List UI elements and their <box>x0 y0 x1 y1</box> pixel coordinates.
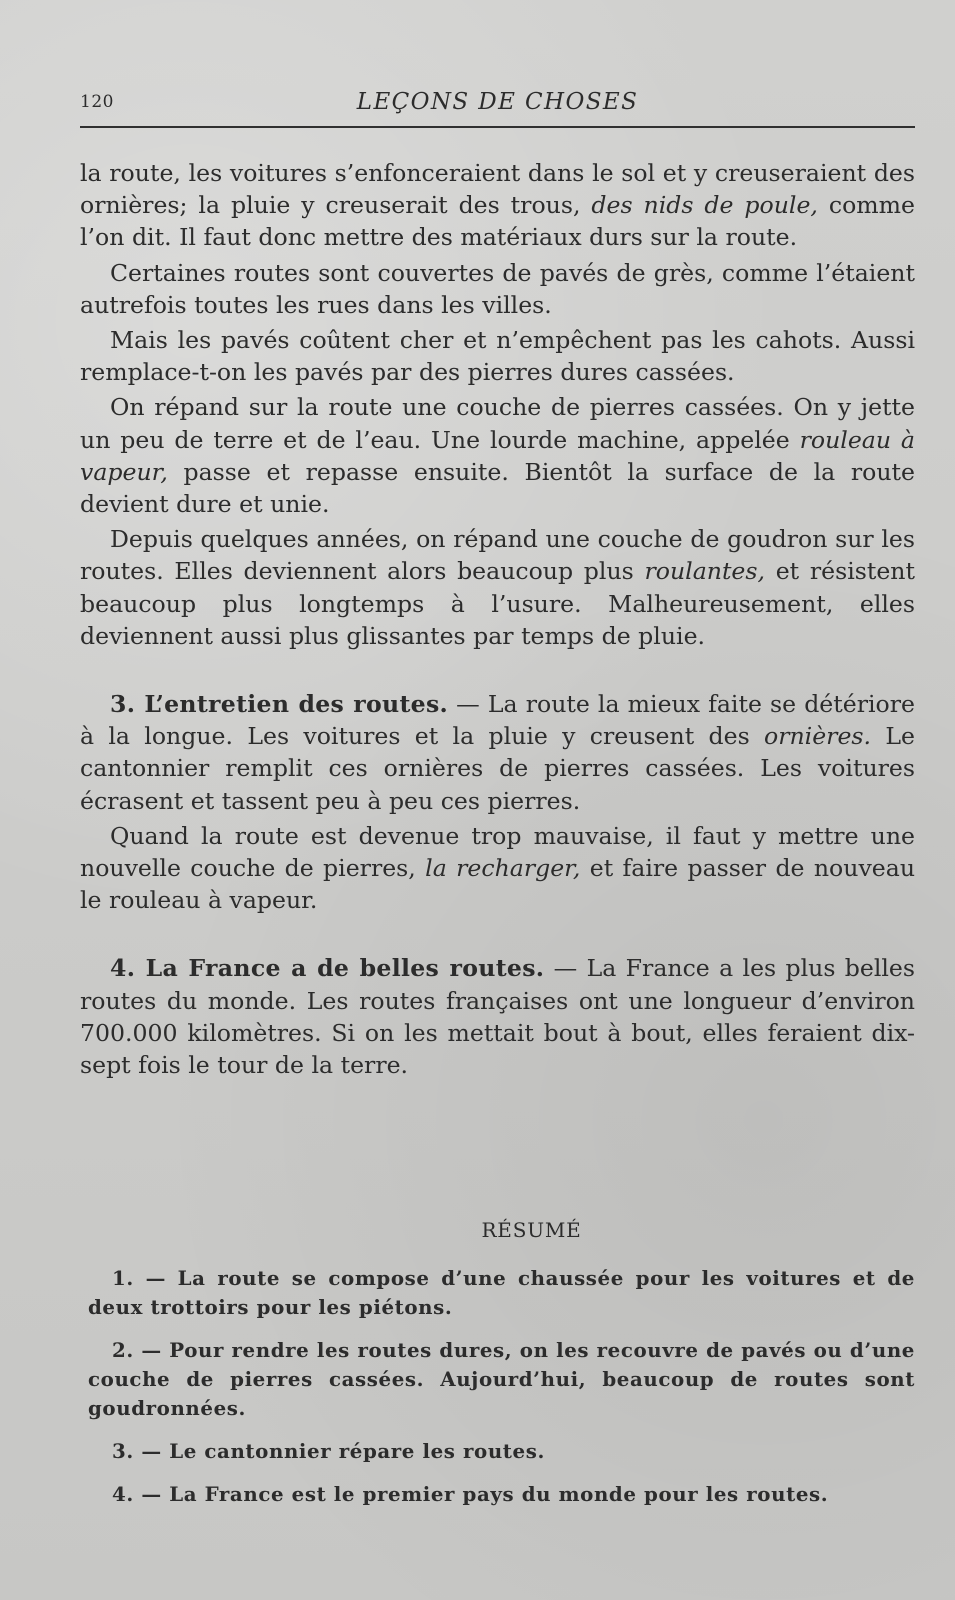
text-run: Quand la route est devenue trop mauvaise, il faut y mettre une nouvelle couche de pierres, <box>80 821 915 883</box>
running-title: LEÇONS DE CHOSES <box>356 89 639 115</box>
section-heading: 3. L’entretien des routes. <box>110 690 449 719</box>
text-run: — La route la mieux faite se détériore à la longue. Les voitures et la pluie y creusent des <box>80 690 915 751</box>
text-run: passe et repasse ensuite. Bientôt la surface de la route devient dure et unie. <box>80 457 915 519</box>
paragraph <box>80 391 915 520</box>
italic-phrase: ornières. <box>764 722 872 751</box>
italic-phrase: rouleau à vapeur, <box>80 425 915 486</box>
text-run: la route, les voitures s’enfonceraient dans le sol et y creuseraient des ornières; la pluie y creuserait des trous, <box>80 159 915 220</box>
summary-title: RÉSUMÉ <box>481 1218 582 1242</box>
summary-section <box>88 1218 915 1523</box>
paragraph <box>80 820 915 917</box>
paragraph-continued <box>80 157 915 254</box>
paragraph <box>80 523 915 652</box>
summary-item: 1. — La route se compose d’une chaussée pour les voitures et de deux trottoirs pour les piétons. <box>88 1266 915 1319</box>
text-run: et faire passer de nouveau le rouleau à vapeur. <box>80 854 916 915</box>
paragraph: Certaines routes sont couvertes de pavés de grès, comme l’étaient autrefois toutes les rues dans les villes. <box>80 258 915 319</box>
section-4-paragraph <box>80 952 915 1081</box>
summary-item: 3. — Le cantonnier répare les routes. <box>112 1439 545 1463</box>
text-run: On répand sur la route une couche de pierres cassées. On y jette un peu de terre et de l’eau. Une lourde machine, appelée <box>80 393 915 454</box>
text-run: Depuis quelques années, on répand une couche de goudron sur les routes. Elles deviennent alors beaucoup plus <box>80 525 915 586</box>
italic-phrase: roulantes, <box>644 557 766 586</box>
text-run: et résistent beaucoup plus longtemps à l’usure. Malheureusement, elles deviennent aussi plus glissantes par temps de pluie. <box>80 557 915 650</box>
page-number: 120 <box>80 92 114 112</box>
text-run: comme l’on dit. Il faut donc mettre des matériaux durs sur la route. <box>80 191 916 252</box>
section-3-paragraph <box>80 688 915 817</box>
paragraph: Mais les pavés coûtent cher et n’empêchent pas les cahots. Aussi remplace-t-on les pavés par des pierres dures cassées. <box>80 326 915 387</box>
main-text <box>80 157 915 1081</box>
italic-phrase: la recharger, <box>425 854 581 883</box>
text-run: Le cantonnier remplit ces ornières de pierres cassées. Les voitures écrasent et tassent peu à peu ces pierres. <box>80 722 915 815</box>
summary-item: 4. — La France est le premier pays du monde pour les routes. <box>112 1482 829 1506</box>
text-run: — La France a les plus belles routes du monde. Les routes françaises ont une longueur d’environ 700.000 kilomètres. Si on les mettait bout à bout, elles feraient dix-sept fois le tour de la terre. <box>80 954 916 1080</box>
italic-phrase: des nids de poule, <box>591 191 818 220</box>
summary-item: 2. — Pour rendre les routes dures, on les recouvre de pavés ou d’une couche de pierres cassées. Aujourd’hui, beaucoup de routes sont goudronnées. <box>88 1338 915 1420</box>
page-header <box>80 86 915 128</box>
section-heading: 4. La France a de belles routes. <box>110 954 545 983</box>
